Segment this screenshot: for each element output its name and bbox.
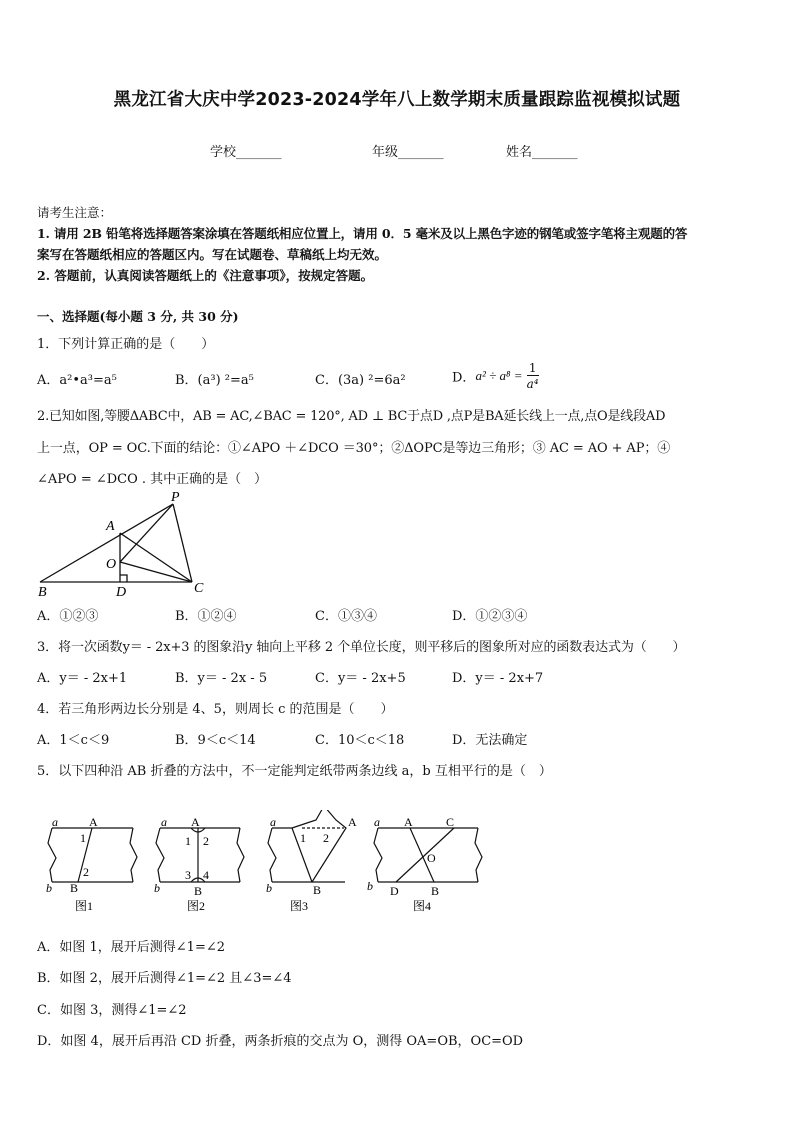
fig4-label-b: b xyxy=(367,879,373,893)
q5-stem: 5．以下四种沿 AB 折叠的方法中，不一定能判定纸带两条边线 a，b 互相平行的是（ ） xyxy=(37,764,552,779)
q2-option-d: D．①②③④ xyxy=(452,609,528,624)
fig4-label-O: O xyxy=(427,851,436,865)
fig2-angle-4: 4 xyxy=(203,868,209,882)
q3-option-b: B．y＝ - 2x - 5 xyxy=(175,671,268,686)
fig3-angle-1: 1 xyxy=(300,831,306,845)
q4-option-a: A．1＜c＜9 xyxy=(37,733,110,748)
fig4-label-D: D xyxy=(390,884,399,898)
fig4-label-B: B xyxy=(431,884,440,898)
figure-caption-4: 图4 xyxy=(413,899,432,913)
label-d: D xyxy=(116,585,127,598)
q5-option-b: B．如图 2，展开后测得∠1=∠2 且∠3=∠4 xyxy=(37,971,292,986)
q1-option-c: C．(3a) ²=6a² xyxy=(315,373,406,388)
q4-stem: 4．若三角形两边长分别是 4、5，则周长 c 的范围是（ ） xyxy=(37,702,394,717)
section-heading: 一、选择题(每小题 3 分, 共 30 分) xyxy=(37,309,239,324)
q3-option-d: D．y＝ - 2x+7 xyxy=(452,671,544,686)
name-field: 姓名_______ xyxy=(506,145,578,160)
q1-d-denominator: a⁴ xyxy=(526,377,539,391)
label-a: A xyxy=(106,519,115,534)
q1-option-b: B．(a³) ²=a⁵ xyxy=(175,373,254,388)
q2-option-c: C．①③④ xyxy=(315,609,377,624)
label-b: B xyxy=(38,585,47,598)
grade-field: 年级_______ xyxy=(372,145,444,160)
fig2-label-B: B xyxy=(194,884,203,898)
fig3-label-b: b xyxy=(266,881,272,895)
q1-option-d-expr: a² ÷ a⁸ = xyxy=(475,368,523,383)
fig4-label-a: a xyxy=(374,815,380,829)
fig1-label-A: A xyxy=(89,815,98,829)
school-field: 学校_______ xyxy=(210,145,282,160)
q5-figure-3 xyxy=(268,810,346,882)
notice-heading: 请考生注意： xyxy=(37,205,113,220)
fig3-label-A: A xyxy=(348,815,357,829)
q5-figure-1 xyxy=(48,828,137,882)
q2-option-a: A．①②③ xyxy=(37,609,99,624)
q1-d-numerator: 1 xyxy=(527,362,539,376)
q5-figures xyxy=(40,810,510,920)
q1-stem: 1．下列计算正确的是（ ） xyxy=(37,337,215,352)
q2-line-2: 上一点，OP = OC.下面的结论：①∠APO ＋∠DCO ＝30°；②ΔOPC是等边三角形；③ AC = AO + AP；④ xyxy=(37,441,671,456)
q1-option-d xyxy=(452,362,539,390)
q1-option-a: A．a²•a³=a⁵ xyxy=(37,373,117,388)
figure-caption-2: 图2 xyxy=(187,899,206,913)
q5-option-a: A．如图 1，展开后测得∠1=∠2 xyxy=(37,940,226,955)
label-c: C xyxy=(194,581,204,596)
q4-option-c: C．10＜c＜18 xyxy=(315,733,405,748)
notice-line-1: 1. 请用 2B 铅笔将选择题答案涂填在答题纸相应位置上，请用 0．5 毫米及以上黑色字迹的钢笔或签字笔将主观题的答 xyxy=(37,226,688,241)
fig4-label-A: A xyxy=(404,815,413,829)
fig2-angle-2: 2 xyxy=(203,834,209,848)
label-o: O xyxy=(106,557,117,572)
fig2-label-a: a xyxy=(161,815,167,829)
q2-line-3: ∠APO = ∠DCO . 其中正确的是（ ） xyxy=(37,472,268,487)
fig3-label-B: B xyxy=(313,883,322,897)
fig3-label-a: a xyxy=(270,815,276,829)
q3-stem: 3．将一次函数y＝ - 2x+3 的图象沿y 轴向上平移 2 个单位长度，则平移后的图象所对应的函数表达式为（ ） xyxy=(37,640,686,655)
notice-line-2: 2. 答题前，认真阅读答题纸上的《注意事项》，按规定答题。 xyxy=(37,268,374,283)
q5-option-d: D．如图 4，展开后再沿 CD 折叠，两条折痕的交点为 O，测得 OA=OB，OC=OD xyxy=(37,1034,524,1049)
fig1-angle-2: 2 xyxy=(83,865,89,879)
fig2-label-b: b xyxy=(154,881,160,895)
q2-line-1: 2.已知如图,等腰ΔABC中，AB = AC,∠BAC = 120°, AD ⊥ BC于点D ,点P是BA延长线上一点,点O是线段AD xyxy=(37,409,666,424)
q3-option-a: A．y＝ - 2x+1 xyxy=(37,671,128,686)
q2-option-b: B．①②④ xyxy=(175,609,237,624)
fig1-label-a: a xyxy=(52,815,58,829)
fig1-angle-1: 1 xyxy=(80,831,86,845)
figure-caption-3: 图3 xyxy=(290,899,309,913)
q4-option-b: B．9＜c＜14 xyxy=(175,733,256,748)
fig3-angle-2: 2 xyxy=(323,831,329,845)
fig1-label-b: b xyxy=(46,881,52,895)
fig2-angle-1: 1 xyxy=(185,834,191,848)
q4-option-d: D．无法确定 xyxy=(452,733,528,748)
fig4-label-C: C xyxy=(446,815,455,829)
fig1-label-B: B xyxy=(70,881,79,895)
fig2-angle-3: 3 xyxy=(185,868,191,882)
label-p: P xyxy=(171,490,180,505)
notice-line-1b: 案写在答题纸相应的答题区内。写在试题卷、草稿纸上均无效。 xyxy=(37,247,388,262)
q5-figure-2 xyxy=(156,828,244,882)
page-title: 黑龙江省大庆中学2023-2024学年八上数学期末质量跟踪监视模拟试题 xyxy=(113,90,681,110)
q1-option-d-fraction xyxy=(527,362,539,390)
fig2-label-A: A xyxy=(191,815,200,829)
q1-option-d-prefix: D． xyxy=(452,370,476,386)
q3-option-c: C．y＝ - 2x+5 xyxy=(315,671,406,686)
figure-caption-1: 图1 xyxy=(75,899,94,913)
q5-option-c: C．如图 3，测得∠1=∠2 xyxy=(37,1003,187,1018)
q2-triangle-figure xyxy=(30,486,220,598)
